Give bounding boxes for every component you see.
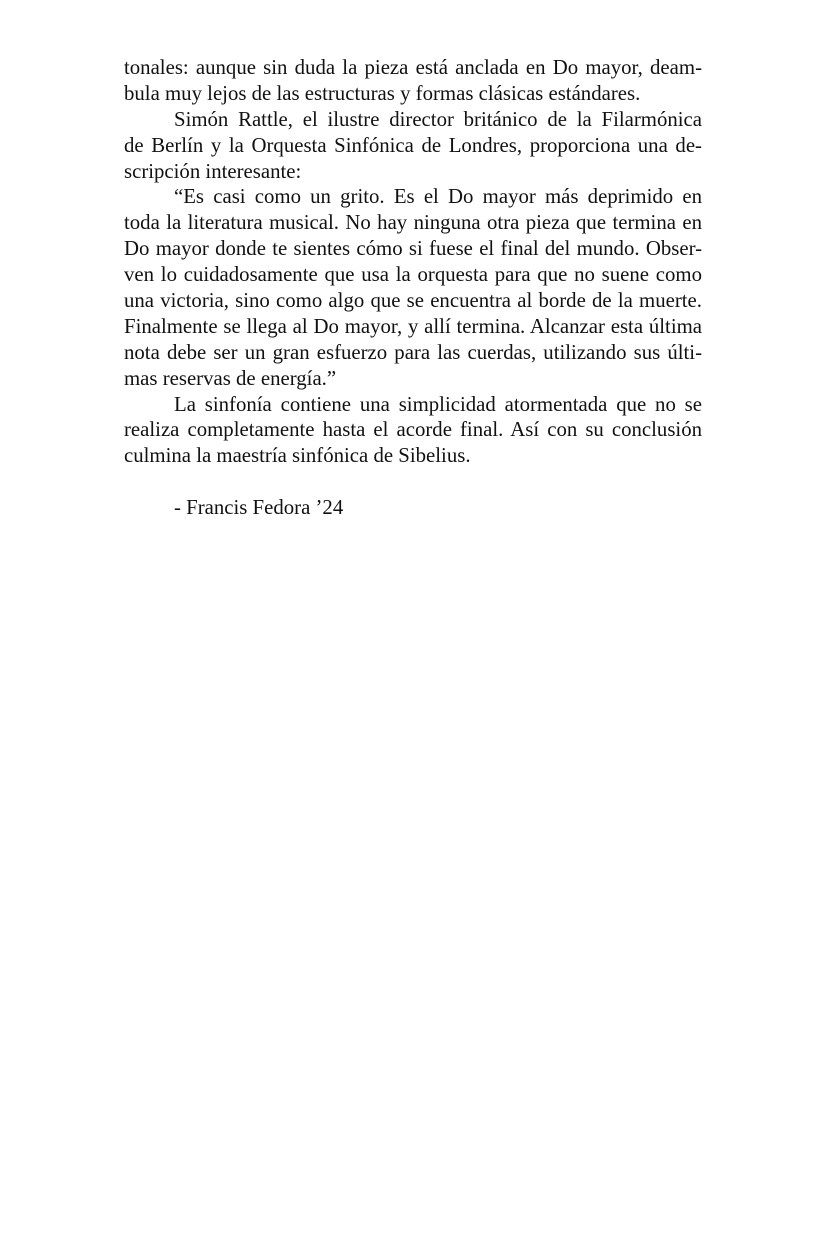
text-line: de Berlín y la Orquesta Sinfónica de Londres, proporciona una de- (124, 133, 702, 157)
text-line: realiza completamente hasta el acorde final. Así con su conclusión (124, 418, 702, 442)
paragraph-quote (124, 184, 702, 391)
text-line: scripción interesante: (124, 159, 302, 183)
text-line: nota debe ser un gran esfuerzo para las cuerdas, utilizando sus últi- (124, 340, 702, 364)
text-line: mas reservas de energía.” (124, 366, 337, 390)
text-line: bula muy lejos de las estructuras y formas clásicas estándares. (124, 81, 641, 105)
text-line: toda la literatura musical. No hay ninguna otra pieza que termina en (124, 211, 702, 235)
text-line: tonales: aunque sin duda la pieza está anclada en Do mayor, deam- (124, 56, 702, 79)
author-signature: - Francis Fedora ’24 (174, 496, 344, 520)
document-page (124, 55, 702, 521)
text-line: ven lo cuidadosamente que usa la orquesta para que no suene como (124, 263, 702, 287)
text-line: una victoria, sino como algo que se encuentra al borde de la muerte. (124, 289, 702, 313)
text-line: culmina la maestría sinfónica de Sibelius. (124, 444, 471, 468)
paragraph-continuation (124, 55, 702, 107)
text-line: La sinfonía contiene una simplicidad atormentada que no se (174, 392, 702, 416)
paragraph-conclusion (124, 392, 702, 470)
text-line: “Es casi como un grito. Es el Do mayor más deprimido en (174, 185, 702, 209)
text-line: Finalmente se llega al Do mayor, y allí termina. Alcanzar esta última (124, 314, 702, 338)
paragraph-rattle-intro (124, 107, 702, 185)
text-line: Do mayor donde te sientes cómo si fuese el final del mundo. Obser- (124, 237, 702, 261)
text-line: Simón Rattle, el ilustre director británico de la Filarmónica (174, 107, 702, 131)
